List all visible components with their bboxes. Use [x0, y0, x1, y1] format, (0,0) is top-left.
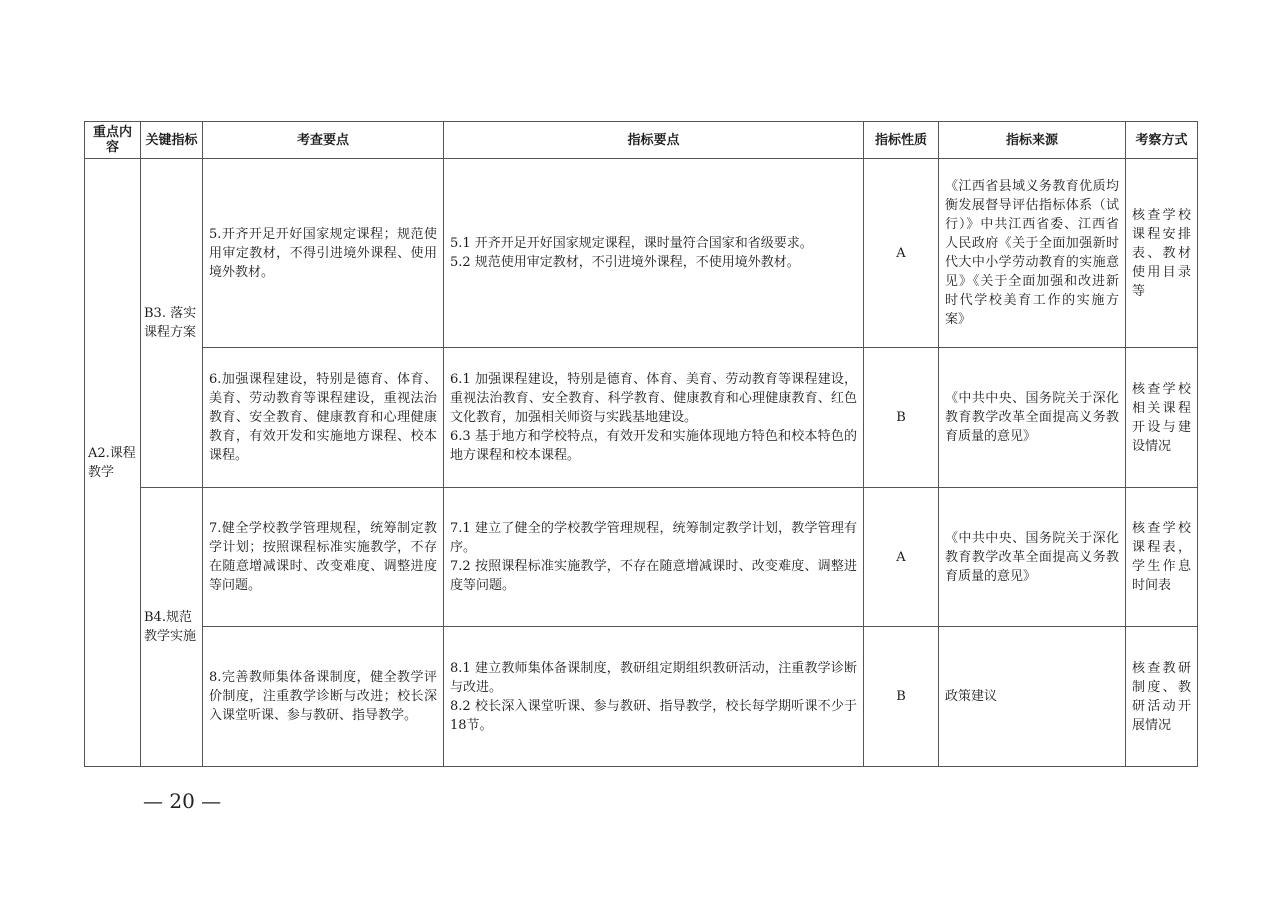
indicator-point: 5.1 开齐开足开好国家规定课程，课时量符合国家和省级要求。: [450, 236, 813, 251]
nature-cell: A: [864, 159, 939, 348]
indicator-points-cell: [444, 627, 864, 767]
focus-cell: A2.课程教学: [85, 159, 141, 767]
header-key-indicator: 关键指标: [141, 122, 203, 159]
nature-cell: B: [864, 348, 939, 488]
nature-cell: A: [864, 488, 939, 627]
evaluation-table: [84, 121, 1198, 767]
source-cell: 《中共中央、国务院关于深化教育教学改革全面提高义务教育质量的意见》: [939, 488, 1126, 627]
indicator-point: 6.1 加强课程建设，特别是德育、体育、美育、劳动教育等课程建设，重视法治教育、安全教育、科学教育、健康教育和心理健康教育、红色文化教育，加强相关师资与实践基地建设。: [450, 372, 857, 425]
method-cell: 核查学校课程表，学生作息时间表: [1126, 488, 1198, 627]
key-indicator-cell: B3. 落实课程方案: [141, 159, 203, 488]
check-point-cell: 7.健全学校教学管理规程，统筹制定教学计划；按照课程标准实施教学，不存在随意增减课时、改变难度、调整进度等问题。: [203, 488, 444, 627]
key-indicator-cell: B4.规范教学实施: [141, 488, 203, 767]
source-cell: 政策建议: [939, 627, 1126, 767]
header-check-points: 考查要点: [203, 122, 444, 159]
indicator-point: 7.1 建立了健全的学校教学管理规程，统筹制定教学计划，教学管理有序。: [450, 521, 857, 555]
indicator-point: 6.3 基于地方和学校特点，有效开发和实施体现地方特色和校本特色的地方课程和校本课程。: [450, 429, 857, 463]
header-nature: 指标性质: [864, 122, 939, 159]
method-cell: 核查学校课程安排表、教材使用目录等: [1126, 159, 1198, 348]
nature-cell: B: [864, 627, 939, 767]
indicator-points-cell: [444, 348, 864, 488]
method-cell: 核查教研制度、教研活动开展情况: [1126, 627, 1198, 767]
header-source: 指标来源: [939, 122, 1126, 159]
header-row: [85, 122, 1198, 159]
header-indicator-points: 指标要点: [444, 122, 864, 159]
indicator-point: 5.2 规范使用审定教材，不引进境外课程，不使用境外教材。: [450, 255, 800, 270]
header-method: 考察方式: [1126, 122, 1198, 159]
table-row: [85, 348, 1198, 488]
check-point-cell: 6.加强课程建设，特别是德育、体育、美育、劳动教育等课程建设，重视法治教育、安全教育、健康教育和心理健康教育，有效开发和实施地方课程、校本课程。: [203, 348, 444, 488]
table-row: [85, 159, 1198, 348]
indicator-points-cell: [444, 488, 864, 627]
indicator-point: 8.1 建立教师集体备课制度，教研组定期组织教研活动，注重教学诊断与改进。: [450, 660, 857, 695]
table-row: [85, 488, 1198, 627]
indicator-points-cell: [444, 159, 864, 348]
source-cell: 《江西省县域义务教育优质均衡发展督导评估指标体系（试行）》中共江西省委、江西省人民政府《关于全面加强新时代大中小学劳动教育的实施意见》《关于全面加强和改进新时代学校美育工作的实施方案》: [939, 159, 1126, 348]
table-row: [85, 627, 1198, 767]
page-number: — 20 —: [143, 789, 222, 813]
check-point-cell: 8.完善教师集体备课制度，健全教学评价制度，注重教学诊断与改进；校长深入课堂听课、参与教研、指导教学。: [203, 627, 444, 767]
check-point-cell: 5.开齐开足开好国家规定课程；规范使用审定教材，不得引进境外课程、使用境外教材。: [203, 159, 444, 348]
header-focus: 重点内容: [85, 122, 141, 159]
method-cell: 核查学校相关课程开设与建设情况: [1126, 348, 1198, 488]
indicator-point: 8.2 校长深入课堂听课、参与教研、指导教学，校长每学期听课不少于18节。: [450, 698, 857, 733]
indicator-point: 7.2 按照课程标准实施教学，不存在随意增减课时、改变难度、调整进度等问题。: [450, 559, 857, 593]
source-cell: 《中共中央、国务院关于深化教育教学改革全面提高义务教育质量的意见》: [939, 348, 1126, 488]
